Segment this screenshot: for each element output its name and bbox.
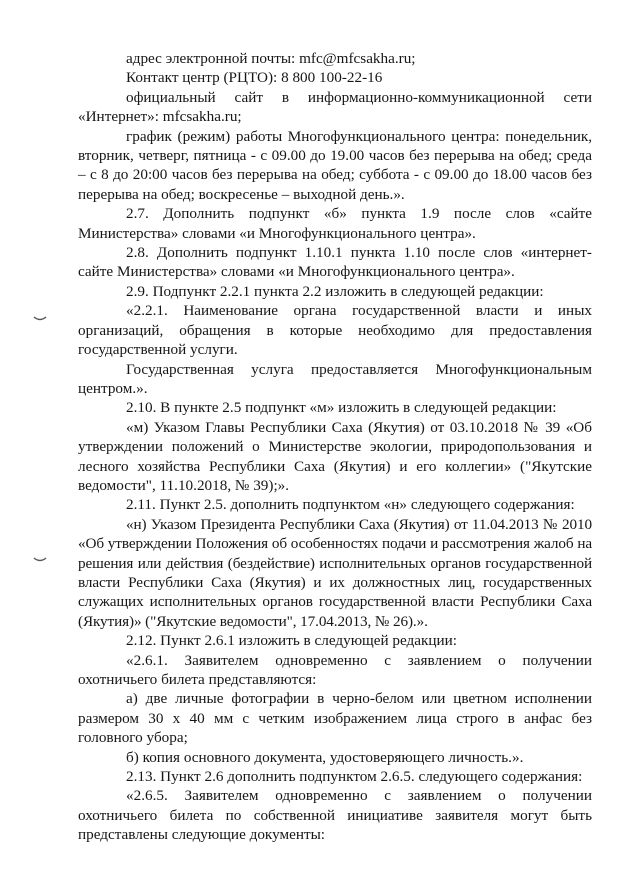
paragraph-2-6-5: «2.6.5. Заявителем одновременно с заявлением о получении охотничьего билета по собственной инициативе заявителя могут быть представлены следующие документы: (78, 787, 592, 844)
paragraph-2-11: 2.11. Пункт 2.5. дополнить подпунктом «н» следующего содержания: (126, 496, 575, 514)
paragraph-2-13: 2.13. Пункт 2.6 дополнить подпунктом 2.6.5. следующего содержания: (126, 768, 583, 786)
binding-hole-mark-icon (33, 315, 47, 323)
paragraph-2-8: 2.8. Дополнить подпункт 1.10.1 пункта 1.10 после слов «интернет-сайте Министерства» словами «и Многофункционального центра». (78, 244, 592, 281)
paragraph-2-9: 2.9. Подпункт 2.2.1 пункта 2.2 изложить в следующей редакции: (126, 282, 544, 300)
paragraph-official-site: официальный сайт в информационно-коммуникационной сети «Интернет»: mfcsakha.ru; (78, 88, 592, 126)
paragraph-2-7: 2.7. Дополнить подпункт «б» пункта 1.9 после слов «сайте Министерства» словами «и Многофункционального центра». (78, 205, 592, 242)
paragraph-item-b: б) копия основного документа, удостоверяющего личность.». (126, 748, 524, 766)
paragraph-2-6-1: «2.6.1. Заявителем одновременно с заявлением о получении охотничьего билета представляются: (78, 651, 592, 688)
paragraph-2-10: 2.10. В пункте 2.5 подпункт «м» изложить в следующей редакции: (126, 399, 557, 417)
paragraph-mfc-service: Государственная услуга предоставляется Многофункциональным центром.». (78, 360, 592, 397)
paragraph-2-12: 2.12. Пункт 2.6.1 изложить в следующей редакции: (126, 632, 457, 650)
paragraph-item-a: а) две личные фотографии в черно-белом или цветном исполнении размером 30 х 40 мм с четким изображением лица строго в анфас без головного убора; (78, 690, 592, 747)
paragraph-email: адрес электронной почты: mfc@mfcsakha.ru; (126, 50, 416, 67)
paragraph-work-schedule: график (режим) работы Многофункционального центра: понедельник, вторник, четверг, пятница - с 09.00 до 19.00 часов без перерыва на обед; среда – с 8 до 20:00 часов без перерыва на обед; суббота - с 09.00 до 18.00 часов без перерыва на обед; воскресенье – выходной день.». (78, 127, 592, 203)
paragraph-2-2-1: «2.2.1. Наименование органа государственной власти и иных организаций, обращения в которые необходимо для предоставления государственной услуги. (78, 302, 592, 359)
paragraph-contact-center: Контакт центр (РЦТО): 8 800 100-22-16 (126, 69, 383, 87)
binding-hole-mark-icon (33, 556, 47, 564)
paragraph-subitem-m: «м) Указом Главы Республики Саха (Якутия) от 03.10.2018 № 39 «Об утверждении положений о Министерстве экологии, природопользования и лесного хозяйства Республики Саха (Якутия) и его коллегии» ("Якутские ведомости", 11.10.2018, № 39);». (78, 418, 592, 494)
paragraph-subitem-n: «н) Указом Президента Республики Саха (Якутия) от 11.04.2013 № 2010 «Об утверждении Положения об особенностях подачи и рассмотрения жалоб на решения или действия (бездействие) исполнительных органов государственной власти Республики Саха (Якутия) и их должностных лиц, государственных служащих исполнительных органов государственной власти Республики Саха (Якутия)» ("Якутские ведомости", 17.04.2013, № 26).». (78, 515, 592, 630)
document-body (78, 49, 592, 845)
